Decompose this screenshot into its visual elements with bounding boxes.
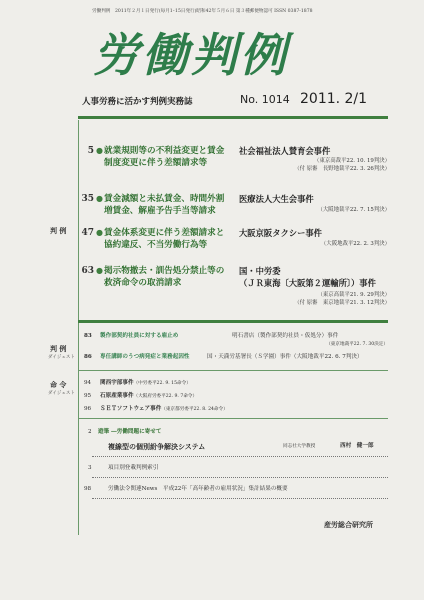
digest-title[interactable]: 専任講師のうつ病発症と業務起因性: [100, 354, 190, 360]
case-court: （大阪地裁平22. 2. 3判決）: [320, 241, 390, 247]
header-rule: [78, 116, 388, 119]
dotted-rule: [92, 456, 388, 457]
bullet-icon: ●: [96, 266, 103, 275]
case-title[interactable]: 賃金減額と未払賃金、時間外割 増賃金、解雇予告手当等請求: [104, 194, 225, 217]
item-page-number: 5: [87, 146, 94, 156]
case-title[interactable]: 賃金体系変更に伴う差額請求と 協約違反、不当労働行為等: [104, 228, 225, 251]
publisher-name: 産労総合研究所: [324, 520, 373, 529]
item-page-number: 47: [81, 228, 94, 238]
section-rule: [78, 320, 388, 323]
digest-page-number: 86: [84, 354, 92, 360]
case-title[interactable]: 掲示物撤去・訓告処分禁止等の 救済命令の取消請求: [104, 266, 225, 289]
publication-info: 労働判例 2011年２月１日発行(毎月1･15日発行)昭和42年５月６日 第３種郵便物認可 ISSN 0387-1878: [92, 9, 313, 14]
section-label-hanrei: 判 例: [50, 226, 67, 235]
digest-court: （東京地裁平22. 7. 30決定）: [326, 342, 388, 347]
item-page-number: 63: [81, 266, 94, 276]
digest-title[interactable]: 製作部契約社員に対する雇止め: [100, 333, 179, 339]
extra-page-number: 98: [84, 486, 92, 492]
meirei-page-number: 94: [84, 380, 92, 386]
digest-party: 国・天満労基署長（Ｓ学園）事件（大阪地裁平22. 6. 7判決）: [207, 354, 363, 360]
dotted-rule: [92, 477, 388, 478]
meirei-page-number: 95: [84, 393, 92, 399]
section-rule: [78, 418, 388, 419]
column-title[interactable]: 複線型の個別紛争解決システム: [108, 442, 206, 451]
issue-number: No. 1014: [240, 93, 290, 106]
case-party: 医療法人大生会事件: [239, 194, 314, 204]
meirei-case[interactable]: ＳＥＴソフトウェア事件（東京都労委平22. 8. 24命令）: [100, 406, 228, 412]
extra-page-number: 2: [88, 429, 92, 435]
item-page-number: 35: [81, 194, 94, 204]
magazine-title: 労働判例: [93, 28, 289, 82]
case-court: （大阪地裁平22. 7. 15判決）: [317, 207, 390, 213]
bullet-icon: ●: [96, 228, 103, 237]
column-lead: 遊筆 ―労働問題に寄せて: [98, 429, 162, 435]
case-court: （東京高裁平22. 10. 19判決） （付 原審 長野地裁平22. 3. 26判決）: [294, 158, 390, 172]
meirei-case[interactable]: 石原産業事件（大阪府労委平22. 9. 7命令）: [100, 393, 198, 399]
section-sublabel: ダイジェスト: [48, 355, 75, 360]
section-sublabel: ダイジェスト: [48, 391, 75, 396]
bullet-icon: ●: [96, 194, 103, 203]
news-link[interactable]: 労働法令関連News 平成22年「高年齢者の雇用状況」集計結果の概要: [108, 486, 288, 492]
case-court: （東京高裁平21. 9. 29判決） （付 原審 東京地裁平21. 3. 12判決）: [294, 292, 390, 306]
case-party: 国・中労委 （ＪＲ東海〔大阪第２運輸所〕）事件: [239, 266, 376, 289]
digest-page-number: 83: [84, 333, 92, 339]
issue-date: 2011. 2/1: [300, 91, 368, 107]
index-link[interactable]: 項目別登載判例索引: [108, 465, 159, 471]
section-label-meirei: 命 令: [50, 380, 67, 389]
case-party: 社会福祉法人賛育会事件: [239, 146, 331, 156]
section-label-digest: 判 例: [50, 344, 67, 353]
author-affiliation: 同志社大学教授: [283, 444, 316, 449]
meirei-case[interactable]: 関西宇部事件（中労委平22. 9. 15命令）: [100, 380, 191, 386]
bullet-icon: ●: [96, 146, 103, 155]
case-title[interactable]: 就業規則等の不利益変更と賃金 制度変更に伴う差額請求等: [104, 146, 225, 169]
author-name: 西村 健一郎: [340, 443, 374, 449]
case-party: 大阪京阪タクシー事件: [239, 228, 322, 238]
magazine-subtitle: 人事労務に活かす判例実務誌: [82, 97, 193, 107]
extra-page-number: 3: [88, 465, 92, 471]
digest-party: 明石書店（製作部契約社員・仮処分）事件: [232, 333, 339, 339]
section-rule: [78, 370, 388, 371]
meirei-page-number: 96: [84, 406, 92, 412]
dotted-rule: [92, 498, 388, 499]
left-rule: [78, 120, 79, 535]
